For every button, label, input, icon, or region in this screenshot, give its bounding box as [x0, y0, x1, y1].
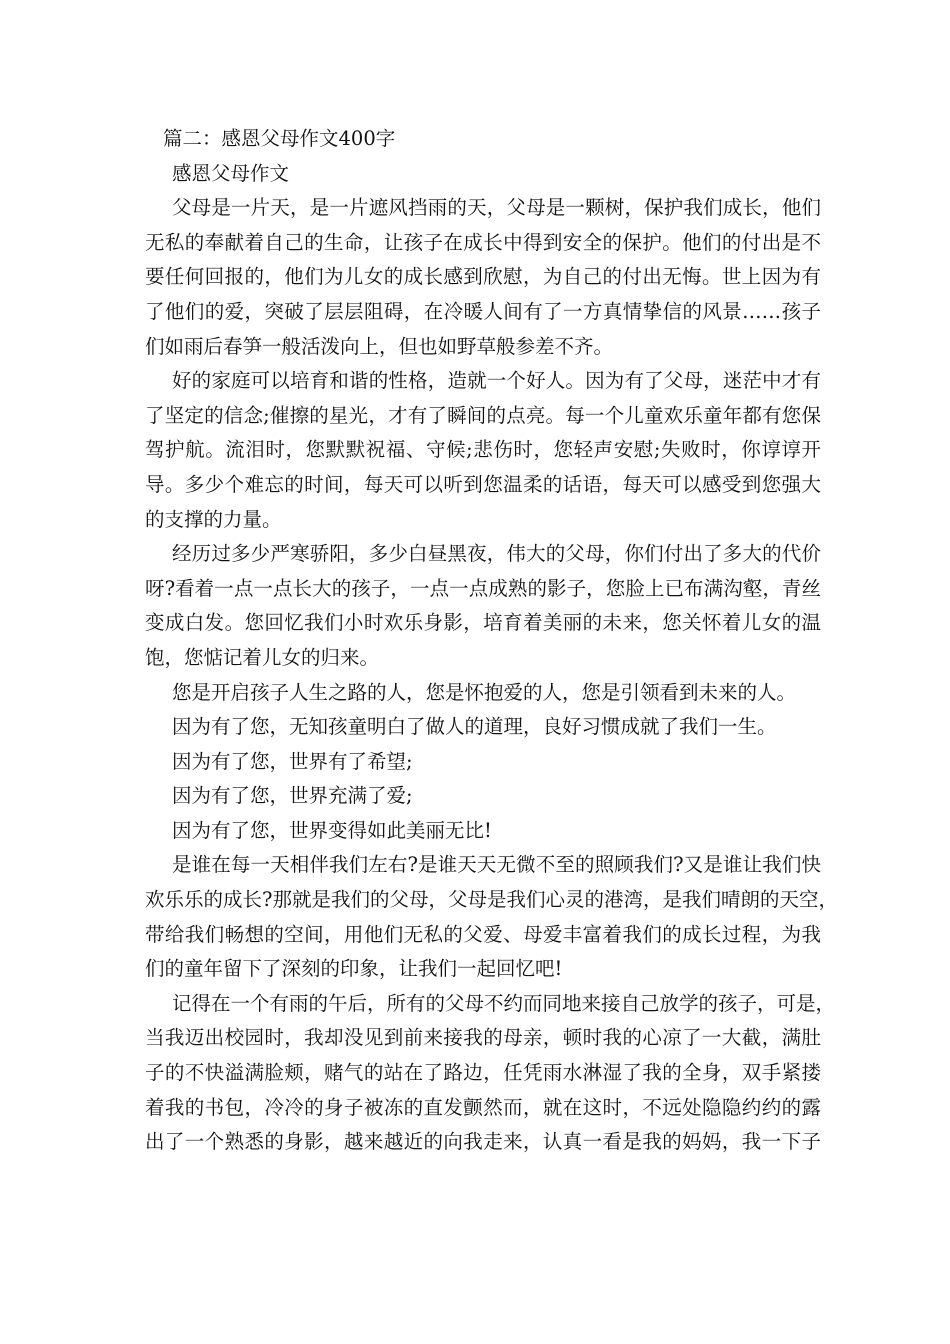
paragraph-line: 了坚定的信念;催擦的星光，才有了瞬间的点亮。每一个儿童欢乐童年都有您保: [145, 403, 821, 427]
paragraph-line: 子的不快溢满脸颊，赌气的站在了路边，任凭雨水淋湿了我的全身，双手紧搂: [145, 1061, 821, 1085]
paragraph-line: 们如雨后春笋一般活泼向上，但也如野草般参差不齐。: [145, 334, 614, 358]
paragraph-line: 了他们的爱，突破了层层阻碍，在冷暖人间有了一方真情挚信的风景……孩子: [145, 299, 821, 323]
paragraph-line: 因为有了您，无知孩童明白了做人的道理，良好习惯成就了我们一生。: [172, 715, 777, 739]
paragraph-line: 经历过多少严寒骄阳，多少白昼黑夜，伟大的父母，你们付出了多大的代价: [172, 542, 821, 566]
paragraph-9: [145, 848, 838, 986]
document-body: [145, 122, 838, 1160]
paragraph-line: 的支撑的力量。: [145, 507, 282, 531]
paragraph-5: [145, 710, 821, 745]
paragraph-line: 出了一个熟悉的身影，越来越近的向我走来，认真一看是我的妈妈，我一下子: [145, 1130, 821, 1154]
paragraph-8: [145, 814, 821, 849]
paragraph-line: 饱，您惦记着儿女的归来。: [145, 645, 380, 669]
paragraph-line: 是谁在每一天相伴我们左右?是谁天天无微不至的照顾我们?又是谁让我们快: [172, 853, 821, 877]
paragraph-line: 因为有了您，世界变得如此美丽无比!: [172, 818, 492, 842]
paragraph-line: 欢乐乐的成长?那就是我们的父母，父母是我们心灵的港湾，是我们晴朗的天空，: [145, 888, 838, 912]
paragraph-10: [145, 987, 836, 1160]
paragraph-2: [145, 364, 821, 537]
paragraph-line: 因为有了您，世界有了希望;: [172, 749, 413, 773]
paragraph-6: [145, 745, 821, 780]
paragraph-line: 记得在一个有雨的午后，所有的父母不约而同地来接自己放学的孩子，可是，: [172, 991, 836, 1015]
paragraph-line: 变成白发。您回忆我们小时欢乐身影，培育着美丽的未来，您关怀着儿女的温: [145, 611, 821, 635]
paragraph-line: 着我的书包，冷冷的身子被冻的直发颤然而，就在这时，不远处隐隐约约的露: [145, 1095, 821, 1119]
paragraph-line: 无私的奉献着自己的生命，让孩子在成长中得到安全的保护。他们的付出是不: [145, 230, 821, 254]
paragraph-7: [145, 779, 821, 814]
paragraph-line: 呀?看着一点一点长大的孩子，一点一点成熟的影子，您脸上已布满沟壑，青丝: [145, 576, 821, 600]
paragraph-line: 驾护航。流泪时，您默默祝福、守候;悲伤时，您轻声安慰;失败时，你谆谆开: [145, 438, 821, 462]
paragraph-4: [145, 676, 821, 711]
section-heading: 篇二：感恩父母作文400字: [163, 127, 396, 150]
paragraph-line: 因为有了您，世界充满了爱;: [172, 784, 413, 808]
paragraph-line: 您是开启孩子人生之路的人，您是怀抱爱的人，您是引领看到未来的人。: [172, 680, 797, 704]
paragraph-3: [145, 537, 821, 675]
paragraph-line: 要任何回报的，他们为儿女的成长感到欣慰，为自己的付出无悔。世上因为有: [145, 265, 821, 289]
paragraph-line: 父母是一片天，是一片遮风挡雨的天，父母是一颗树，保护我们成长，他们: [172, 196, 821, 220]
paragraph-line: 导。多少个难忘的时间，每天可以听到您温柔的话语，每天可以感受到您强大: [145, 472, 821, 496]
paragraph-line: 好的家庭可以培育和谐的性格，造就一个好人。因为有了父母，迷茫中才有: [172, 369, 821, 393]
essay-title: 感恩父母作文: [172, 161, 290, 185]
paragraph-line: 当我迈出校园时，我却没见到前来接我的母亲，顿时我的心凉了一大截，满肚: [145, 1026, 821, 1050]
paragraph-1: [145, 191, 821, 364]
paragraph-line: 带给我们畅想的空间，用他们无私的父爱、母爱丰富着我们的成长过程，为我: [145, 922, 821, 946]
paragraph-line: 们的童年留下了深刻的印象，让我们一起回忆吧!: [145, 957, 563, 981]
